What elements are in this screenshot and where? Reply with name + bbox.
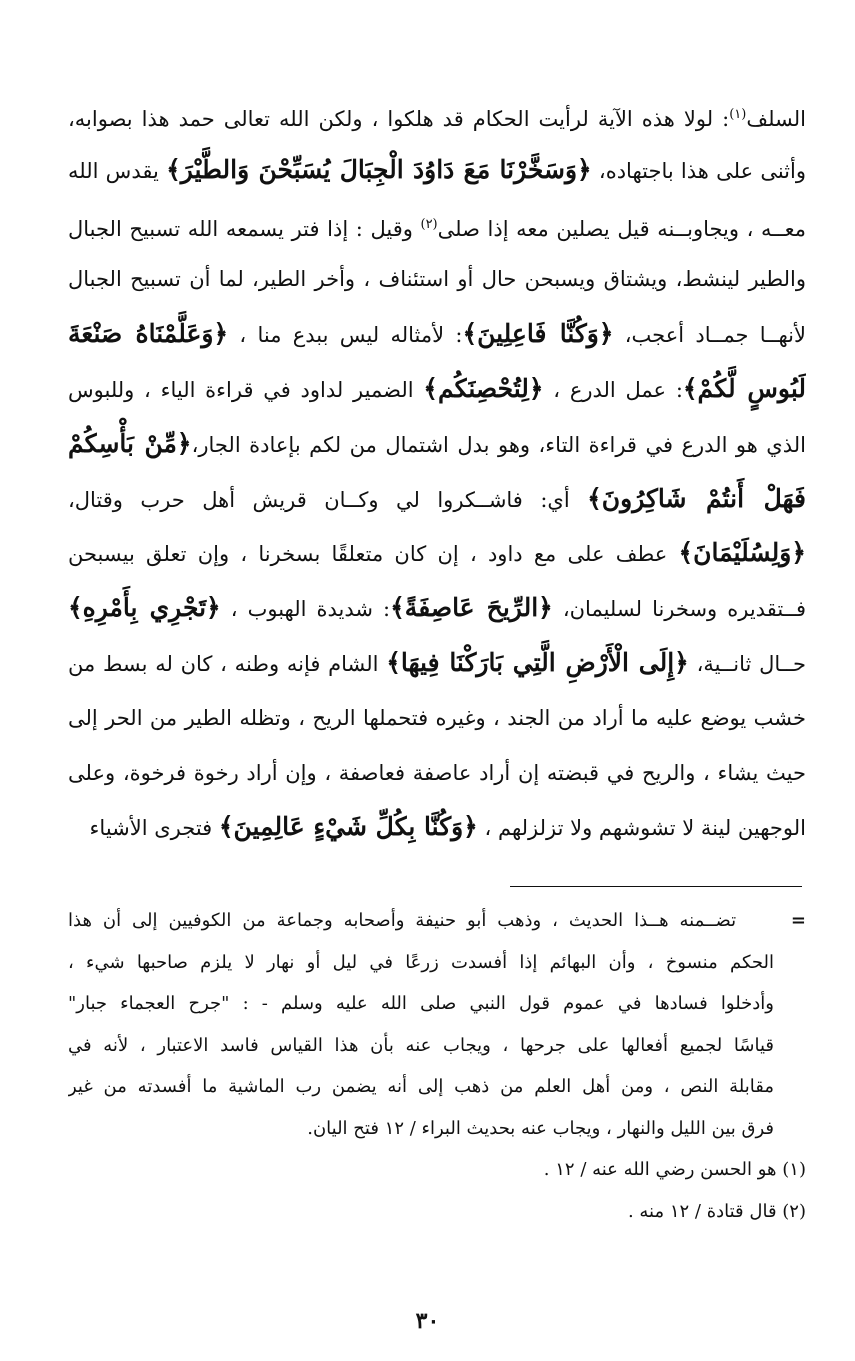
footnote-reference: (١) [729,107,747,122]
text-segment: : عمل الدرع ، [543,377,683,402]
text-segment: : لأمثاله ليس ببدع منا ، [228,323,463,348]
text-segment: أي: فاشــكروا لي وكــان قريش أهل حرب وقتال، [68,487,588,512]
text-line [68,417,806,472]
footnote-line: وأدخلوا فسادها في عموم قول النبي صلى الله عليه وسلم - : "جرح العجماء جبار" [68,993,774,1014]
text-segment: والطير لينشط، ويشتاق ويسبحن حال أو استئناف ، وأخر الطير، لما أن تسبيح الجبال [68,267,806,292]
text-segment: الشام فإنه وطنه ، كان له بسط من [68,651,387,676]
quran-verse: فَهَلْ أَنتُمْ شَاكِرُونَ﴾ [587,483,806,513]
text-line [68,143,806,198]
text-segment: السلف [746,107,806,131]
footnote-continuation-line [68,900,806,942]
text-line [68,198,806,253]
text-line [68,88,806,143]
text-segment: الذي هو الدرع في قراءة التاء، وهو بدل اشتمال من لكم بإعادة الجار، [191,432,806,457]
footnote-2: (٢) قال قتادة / ١٢ منه . [627,1200,806,1222]
text-segment: وأثنى على هذا باجتهاده، [591,158,806,183]
text-segment: يقدس الله [68,158,167,183]
text-line [68,362,806,417]
text-segment: فــتقديره وسخرنا لسليمان، [552,597,806,622]
footnote-line: فرق بين الليل والنهار ، ويجاب عنه بحديث البراء / ١٢ فتح اليان. [307,1117,774,1139]
text-segment: معــه ، ويجاوبــنه قيل يصلين معه إذا صلى [437,216,806,241]
page-number: ٣٠ [415,1308,440,1334]
text-line [68,800,806,855]
footnote-text: تضــمنه هــذا الحديث ، وذهب أبو حنيفة وأصحابه وجماعة من الكوفيين إلى أن هذا [68,910,737,931]
text-segment: وقيل : إذا فتر يسمعه الله تسبيح الجبال [68,216,421,241]
quran-verse: ﴿وَسَخَّرْنَا مَعَ دَاوُدَ الْجِبَالَ يُسَبِّحْنَ وَالطَّيْرَ﴾ [166,154,592,184]
text-segment: خشب يوضع عليه ما أراد من الجند ، وغيره فتحملها الريح ، وتظله الطير من الحر إلى [68,705,806,730]
text-segment: : شديدة الهبوب ، [220,597,391,622]
text-line [68,526,806,581]
footnote-1: (١) هو الحسن رضي الله عنه / ١٢ . [543,1159,806,1180]
text-line [68,746,806,801]
quran-verse: ﴿لِتُحْصِنَكُم﴾ [423,373,544,403]
text-segment: الوجهين لينة لا تشوشهم ولا تزلزلهم ، [477,816,806,841]
text-line [68,636,806,691]
text-line [68,581,806,636]
text-line [68,252,806,307]
text-line [68,472,806,527]
quran-verse: ﴿الرِّيحَ عَاصِفَةً﴾ [390,593,553,623]
quran-verse: ﴿وَكُنَّا فَاعِلِينَ﴾ [462,319,614,349]
main-commentary-text [68,88,806,855]
footnote-separator-line [510,886,802,887]
text-line [68,307,806,362]
footnotes-section [68,900,806,1232]
quran-verse: ﴿وَعَلَّمْنَاهُ صَنْعَةَ [68,319,229,349]
quran-verse: ﴿وَلِسُلَيْمَانَ﴾ [678,538,806,568]
footnote-line: الحكم منسوخ ، وأن البهائم إذا أفسدت زرعًا في ليل أو نهار لا يلزم صاحبها شيء ، [68,951,774,973]
footnote-reference: (٢) [420,216,438,232]
text-segment: عطف على مع داود ، إن كان متعلقًا بسخرنا ، وإن تعلق بيسبحن [68,542,679,567]
text-segment: لأنهــا جمــاد أعجب، [613,323,806,348]
text-segment: حــال ثانــية، [688,651,806,676]
footnote-line: مقابلة النص ، ومن أهل العلم من ذهب إلى أنه يضمن رب الماشية ما أفسدته من غير [68,1076,774,1097]
text-segment: الضمير لداود في قراءة الياء ، وللبوس [68,377,424,402]
text-segment: فتجرى الأشياء [89,816,219,841]
quran-verse: ﴿وَكُنَّا بِكُلِّ شَيْءٍ عَالِمِينَ﴾ [218,812,478,842]
quran-verse: لَبُوسٍ لَّكُمْ﴾ [682,373,806,403]
continuation-mark: = [790,910,806,931]
text-segment: : لولا هذه الآية لرأيت الحكام قد هلكوا ، ولكن الله تعالى حمد هذا بصوابه، [68,107,730,131]
quran-verse: ﴿إِلَى الْأَرْضِ الَّتِي بَارَكْنَا فِيهَا﴾ [386,647,689,677]
quran-verse: ﴿مِّنْ بَأْسِكُمْ [68,428,192,458]
quran-verse: ﴿تَجْرِي بِأَمْرِهِ﴾ [68,593,221,623]
text-segment: حيث يشاء ، والريح في قبضته إن أراد عاصفة فعاصفة ، وإن أراد رخوة فرخوة، وعلى [68,760,806,785]
text-line [68,691,806,746]
footnote-line: قياسًا لجميع أفعالها على جرحها ، ويجاب عنه بأن هذا القياس فاسد الاعتبار ، لأنه في [68,1034,774,1056]
